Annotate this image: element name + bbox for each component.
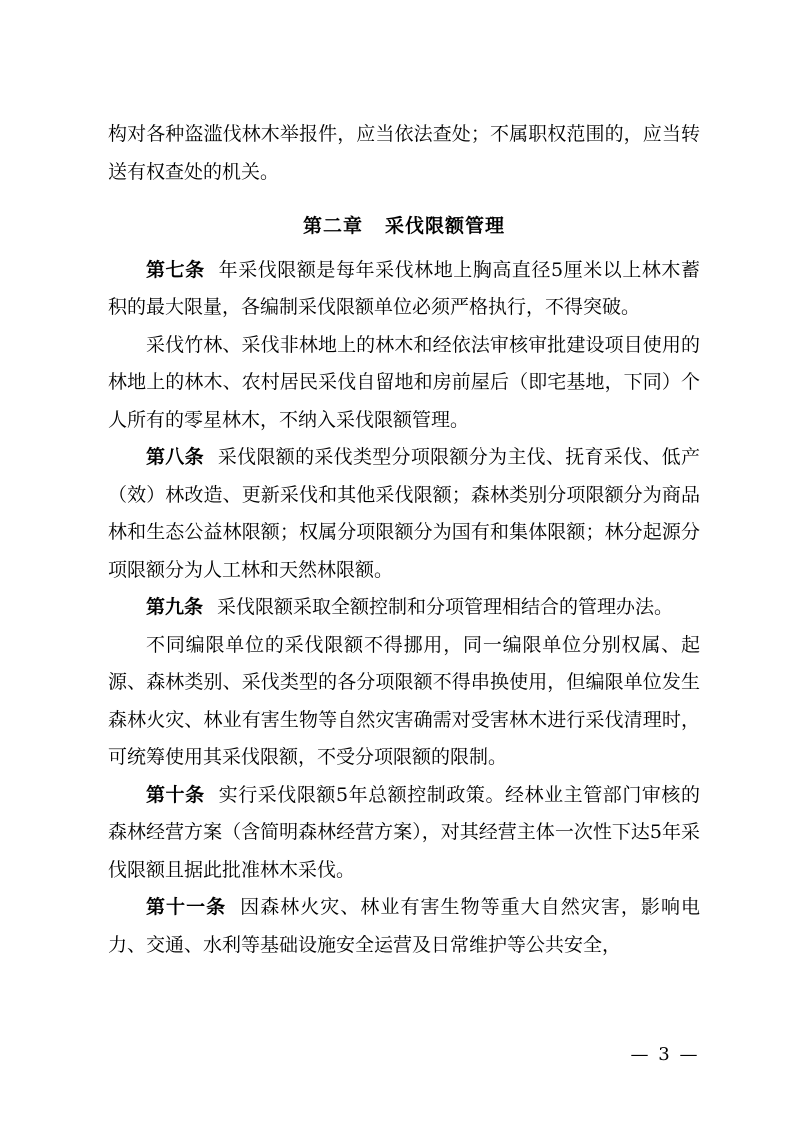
document-body	[108, 116, 700, 964]
article-paragraph	[108, 889, 700, 964]
article-paragraph	[108, 252, 700, 327]
chapter-title: 采伐限额管理	[385, 215, 506, 237]
article-number: 第十一条	[146, 896, 227, 918]
chapter-number: 第二章	[302, 215, 363, 237]
article-text: 采伐限额采取全额控制和分项管理相结合的管理办法。	[217, 596, 674, 618]
article-number: 第九条	[146, 596, 204, 618]
chapter-heading	[108, 208, 700, 246]
article-paragraph	[108, 777, 700, 890]
article-number: 第十条	[146, 783, 205, 806]
article-text: 实行采伐限额5年总额控制政策。经林业主管部门审核的森林经营方案（含简明森林经营方案），对其经营主体一次性下达5年采伐限额且据此批准林木采伐。	[108, 783, 700, 881]
article-paragraph	[108, 439, 700, 589]
opening-paragraph: 构对各种盗滥伐林木举报件，应当依法查处；不属职权范围的，应当转送有权查处的机关。	[108, 123, 700, 183]
paragraph-text: 不同编限单位的采伐限额不得挪用，同一编限单位分别权属、起源、森林类别、采伐类型的各分项限额不得串换使用，但编限单位发生森林火灾、林业有害生物等自然灾害确需对受害林木进行采伐清理时，可统筹使用其采伐限额，不受分项限额的限制。	[108, 633, 700, 768]
body-paragraph	[108, 627, 700, 777]
page-number: — 3 —	[630, 1044, 700, 1065]
article-text: 因森林火灾、林业有害生物等重大自然灾害，影响电力、交通、水利等基础设施安全运营及日常维护等公共安全，	[108, 896, 700, 956]
article-text: 年采伐限额是每年采伐林地上胸高直径5厘米以上林木蓄积的最大限量，各编制采伐限额单位必须严格执行，不得突破。	[108, 258, 700, 318]
article-text: 采伐限额的采伐类型分项限额分为主伐、抚育采伐、低产（效）林改造、更新采伐和其他采伐限额；森林类别分项限额分为商品林和生态公益林限额；权属分项限额分为国有和集体限额；林分起源分项限额分为人工林和天然林限额。	[108, 446, 700, 581]
paragraph-text: 采伐竹林、采伐非林地上的林木和经依法审核审批建设项目使用的林地上的林木、农村居民采伐自留地和房前屋后（即宅基地，下同）个人所有的零星林木，不纳入采伐限额管理。	[108, 333, 700, 431]
article-paragraph	[108, 589, 700, 627]
article-number: 第七条	[146, 258, 205, 281]
article-number: 第八条	[146, 446, 204, 468]
body-paragraph	[108, 327, 700, 440]
